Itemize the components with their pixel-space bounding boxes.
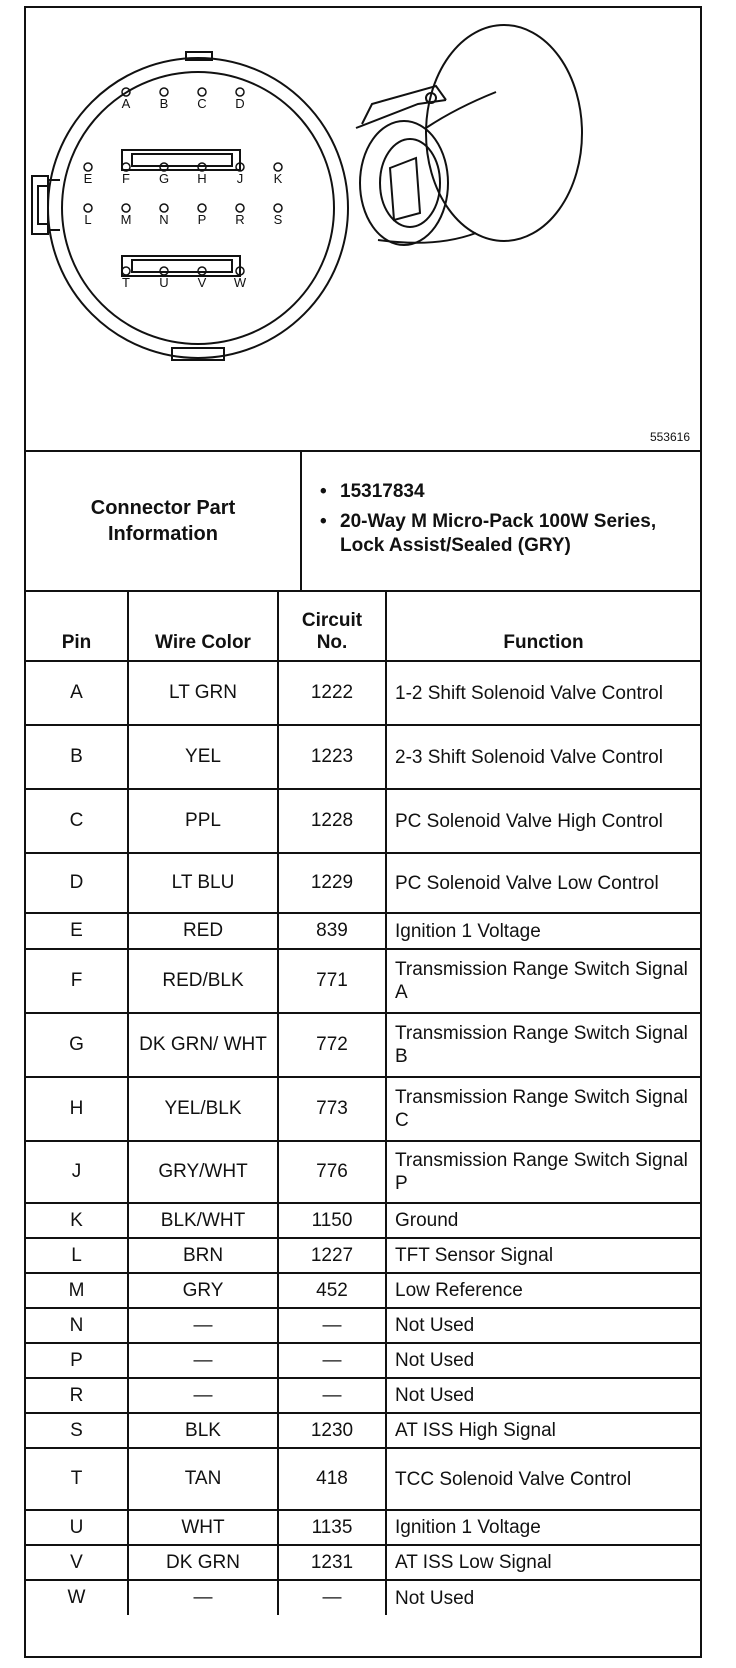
wire-color-cell: DK GRN/ WHT	[128, 1013, 278, 1077]
pin-letter: R	[235, 212, 245, 227]
pin-cell: G	[26, 1013, 128, 1077]
connector-face	[32, 52, 348, 360]
function-cell: TFT Sensor Signal	[386, 1238, 700, 1273]
pin-cavity	[236, 204, 244, 212]
pin-cell: T	[26, 1448, 128, 1510]
circuit-cell: —	[278, 1378, 386, 1413]
table-row	[26, 1238, 700, 1273]
circuit-cell: —	[278, 1580, 386, 1615]
wire-color-cell: GRY	[128, 1273, 278, 1308]
pin-cell: R	[26, 1378, 128, 1413]
connector-description: • 20-Way M Micro-Pack 100W Series, Lock Assist/Sealed (GRY)	[340, 510, 699, 558]
table-row	[26, 853, 700, 913]
pin-letter: E	[83, 171, 93, 186]
pin-letter: M	[120, 212, 132, 227]
table-row	[26, 1378, 700, 1413]
function-cell: 2-3 Shift Solenoid Valve Control	[386, 725, 700, 789]
wire-color-cell: LT BLU	[128, 853, 278, 913]
circuit-cell: 776	[278, 1141, 386, 1203]
wire-color-cell: YEL/BLK	[128, 1077, 278, 1141]
pin-cavity	[198, 204, 206, 212]
pin-letter: L	[84, 212, 92, 227]
function-cell: Transmission Range Switch Signal C	[386, 1077, 700, 1141]
circuit-cell: 1150	[278, 1203, 386, 1238]
header-function: Function	[386, 592, 700, 661]
circuit-cell: 1231	[278, 1545, 386, 1580]
pin-cavity	[84, 163, 92, 171]
pin-cell: S	[26, 1413, 128, 1448]
function-cell: Transmission Range Switch Signal P	[386, 1141, 700, 1203]
figure-id: 553616	[649, 430, 690, 444]
pin-letter: D	[235, 96, 245, 111]
function-cell: Not Used	[386, 1308, 700, 1343]
pin-letter: T	[122, 275, 130, 290]
wire-color-cell: BLK	[128, 1413, 278, 1448]
pin-cell: B	[26, 725, 128, 789]
header-wire-color: Wire Color	[128, 592, 278, 661]
pin-cell: W	[26, 1580, 128, 1615]
header-circuit-line1: Circuit	[301, 610, 363, 631]
wire-color-cell: DK GRN	[128, 1545, 278, 1580]
wire-color-cell: —	[128, 1343, 278, 1378]
pin-cell: U	[26, 1510, 128, 1545]
circuit-cell: 1228	[278, 789, 386, 853]
table-row	[26, 725, 700, 789]
circuit-cell: 418	[278, 1448, 386, 1510]
pin-cell: H	[26, 1077, 128, 1141]
pin-cell: A	[26, 661, 128, 725]
pin-cavity	[122, 267, 130, 275]
function-cell: Low Reference	[386, 1273, 700, 1308]
pin-cell: K	[26, 1203, 128, 1238]
pin-letter: K	[273, 171, 283, 186]
pin-letter: V	[197, 275, 207, 290]
circuit-cell: 1230	[278, 1413, 386, 1448]
table-row	[26, 913, 700, 949]
pinout-rows	[26, 661, 700, 1615]
table-row	[26, 1545, 700, 1580]
header-circuit-line2: No.	[316, 632, 348, 653]
table-row	[26, 1343, 700, 1378]
table-row	[26, 1273, 700, 1308]
function-cell: AT ISS High Signal	[386, 1413, 700, 1448]
wire-color-cell: YEL	[128, 725, 278, 789]
pin-cavity	[160, 204, 168, 212]
wire-color-cell: LT GRN	[128, 661, 278, 725]
table-row	[26, 1308, 700, 1343]
pin-letter: P	[197, 212, 207, 227]
connector-info-values	[301, 452, 700, 591]
pin-letter: F	[122, 171, 130, 186]
pin-cavity	[160, 88, 168, 96]
pinout-table	[26, 592, 700, 1615]
pin-cell: N	[26, 1308, 128, 1343]
pin-letter: A	[121, 96, 131, 111]
pin-letter: S	[273, 212, 283, 227]
function-cell: PC Solenoid Valve High Control	[386, 789, 700, 853]
pin-cell: V	[26, 1545, 128, 1580]
wire-color-cell: BLK/WHT	[128, 1203, 278, 1238]
table-row	[26, 661, 700, 725]
connector-drawing	[26, 8, 700, 448]
pin-cell: E	[26, 913, 128, 949]
wire-color-cell: —	[128, 1308, 278, 1343]
pin-cell: M	[26, 1273, 128, 1308]
header-circuit-no	[278, 592, 386, 661]
circuit-cell: 1223	[278, 725, 386, 789]
table-row	[26, 1510, 700, 1545]
pin-cavity	[274, 204, 282, 212]
connector-info-table	[26, 452, 700, 592]
function-cell: Not Used	[386, 1378, 700, 1413]
circuit-cell: —	[278, 1308, 386, 1343]
pin-letter: U	[159, 275, 169, 290]
wire-color-cell: RED/BLK	[128, 949, 278, 1013]
function-cell: Transmission Range Switch Signal B	[386, 1013, 700, 1077]
table-row	[26, 789, 700, 853]
pin-cavity	[236, 88, 244, 96]
pin-cell: C	[26, 789, 128, 853]
pin-cell: L	[26, 1238, 128, 1273]
table-row	[26, 1413, 700, 1448]
pinout-header-row	[26, 592, 700, 661]
function-cell: Ignition 1 Voltage	[386, 1510, 700, 1545]
function-cell: 1-2 Shift Solenoid Valve Control	[386, 661, 700, 725]
function-cell: Ignition 1 Voltage	[386, 913, 700, 949]
pin-cell: F	[26, 949, 128, 1013]
function-cell: PC Solenoid Valve Low Control	[386, 853, 700, 913]
table-row	[26, 949, 700, 1013]
wire-color-cell: BRN	[128, 1238, 278, 1273]
pin-cell: D	[26, 853, 128, 913]
table-row	[26, 1203, 700, 1238]
wire-color-cell: —	[128, 1580, 278, 1615]
pin-letter: B	[159, 96, 169, 111]
header-pin: Pin	[26, 592, 128, 661]
pin-cavity	[122, 204, 130, 212]
pin-letter: G	[158, 171, 170, 186]
connector-illustration	[26, 8, 700, 452]
wire-color-cell: PPL	[128, 789, 278, 853]
pin-cavity	[84, 204, 92, 212]
connector-info-label-line1: Connector Part	[90, 497, 236, 519]
pin-letter: N	[159, 212, 169, 227]
pin-cell: P	[26, 1343, 128, 1378]
circuit-cell: 1229	[278, 853, 386, 913]
function-cell: Ground	[386, 1203, 700, 1238]
circuit-cell: 1222	[278, 661, 386, 725]
circuit-cell: 452	[278, 1273, 386, 1308]
pin-cavity	[274, 163, 282, 171]
circuit-cell: 773	[278, 1077, 386, 1141]
pin-letter: W	[233, 275, 247, 290]
function-cell: Not Used	[386, 1343, 700, 1378]
function-cell: Transmission Range Switch Signal A	[386, 949, 700, 1013]
table-row	[26, 1448, 700, 1510]
pin-letter: H	[197, 171, 207, 186]
circuit-cell: 1227	[278, 1238, 386, 1273]
pin-cavity	[198, 88, 206, 96]
connector-side-view	[356, 25, 582, 245]
wire-color-cell: WHT	[128, 1510, 278, 1545]
table-row	[26, 1141, 700, 1203]
circuit-cell: 1135	[278, 1510, 386, 1545]
wire-color-cell: GRY/WHT	[128, 1141, 278, 1203]
wire-color-cell: TAN	[128, 1448, 278, 1510]
connector-info-label	[26, 452, 301, 591]
table-row	[26, 1077, 700, 1141]
pin-letter: J	[236, 171, 244, 186]
wire-color-cell: RED	[128, 913, 278, 949]
table-row	[26, 1580, 700, 1615]
circuit-cell: —	[278, 1343, 386, 1378]
pin-letter: C	[197, 96, 207, 111]
circuit-cell: 839	[278, 913, 386, 949]
table-row	[26, 1013, 700, 1077]
circuit-cell: 772	[278, 1013, 386, 1077]
wire-color-cell: —	[128, 1378, 278, 1413]
connector-part-number: • 15317834	[340, 480, 699, 504]
pin-cell: J	[26, 1141, 128, 1203]
function-cell: Not Used	[386, 1580, 700, 1615]
function-cell: AT ISS Low Signal	[386, 1545, 700, 1580]
connector-sheet	[24, 6, 702, 1658]
function-cell: TCC Solenoid Valve Control	[386, 1448, 700, 1510]
circuit-cell: 771	[278, 949, 386, 1013]
connector-info-label-line2: Information	[108, 523, 218, 545]
